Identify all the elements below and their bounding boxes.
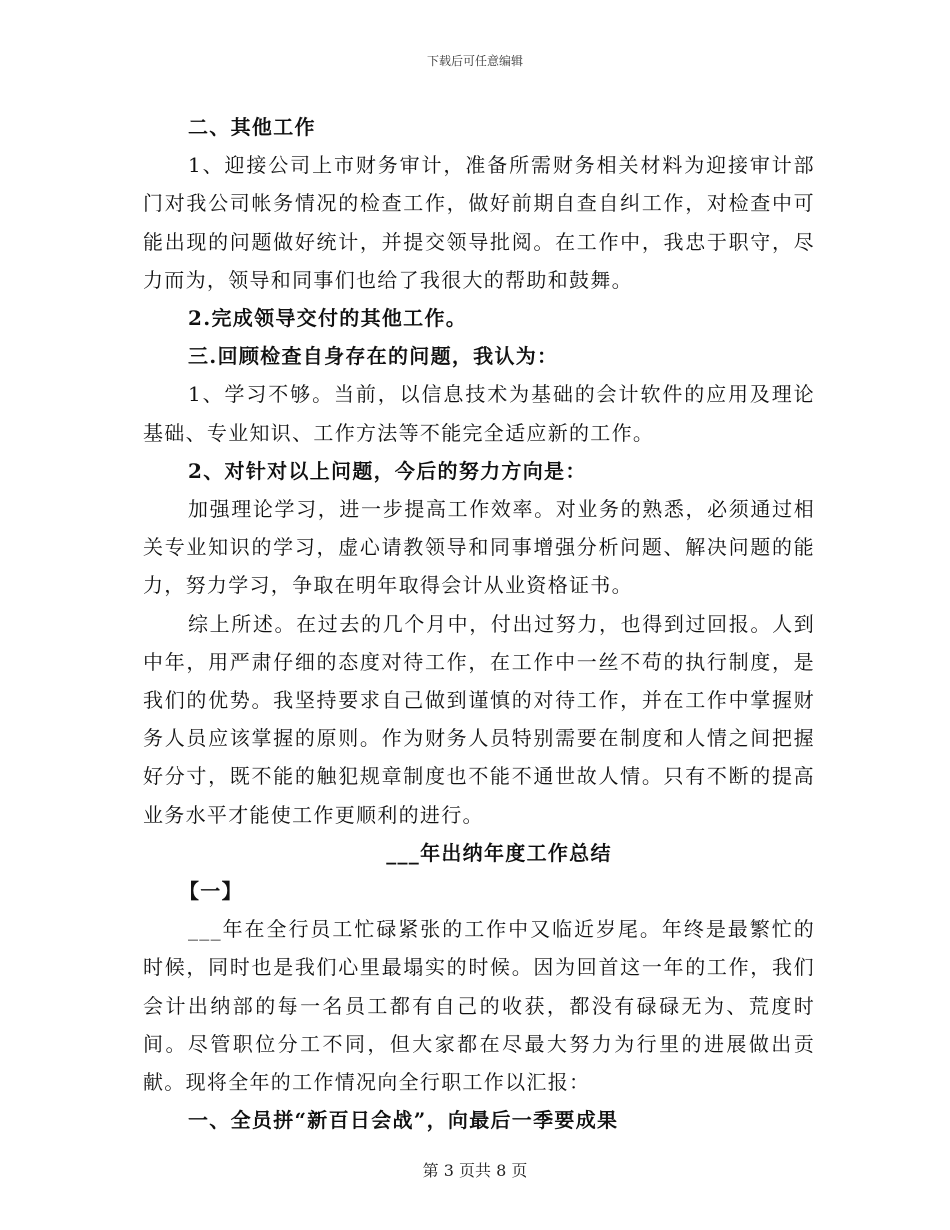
paragraph-summary: 综上所述。在过去的几个月中，付出过努力，也得到过回报。人到中年，用严肃仔细的态度对待工作，在工作中一丝不苟的执行制度，是我们的优势。我坚持要求自己做到谨慎的对待工作，并在工作中掌握财务人员应该掌握的原则。作为财务人员特别需要在制度和人情之间把握好分寸，既不能的触犯规章制度也不能不通世故人情。只有不断的提高业务水平才能使工作更顺利的进行。 — [143, 611, 815, 827]
paragraph-study: 1、学习不够。当前，以信息技术为基础的会计软件的应用及理论基础、专业知识、工作方法等不能完全适应新的工作。 — [143, 382, 815, 445]
section-marker: 【一】 — [179, 879, 243, 904]
heading-hundred-days: 一、全员拼“新百日会战”，向最后一季要成果 — [188, 1108, 619, 1133]
paragraph-year-end: ___年在全行员工忙碌紧张的工作中又临近岁尾。年终是最繁忙的时候，同时也是我们心里最塌实的时候。因为回首这一年的工作，我们会计出纳部的每一名员工都有自己的收获，都没有碌碌无为、荒度时间。尽管职位分工不同，但大家都在尽最大努力为行里的进展做出贡献。现将全年的工作情况向全行职工作以汇报： — [143, 917, 815, 1095]
heading-direction: 2、对针对以上问题，今后的努力方向是： — [188, 458, 587, 483]
page-footer: 第 3 页共 8 页 — [422, 1161, 528, 1180]
heading-leader-tasks: 2.完成领导交付的其他工作。 — [188, 306, 468, 331]
document-title: ___年出纳年度工作总结 — [386, 840, 612, 865]
heading-other-work: 二、其他工作 — [188, 115, 316, 139]
paragraph-theory: 加强理论学习，进一步提高工作效率。对业务的熟悉，必须通过相关专业知识的学习，虚心请教领导和同事增强分析问题、解决问题的能力，努力学习，争取在明年取得会计从业资格证书。 — [143, 497, 815, 598]
heading-review-problems: 三.回顾检查自身存在的问题，我认为： — [188, 344, 559, 369]
document-body — [143, 108, 815, 1139]
page-header: 下载后可任意编辑 — [426, 54, 523, 68]
paragraph-audit: 1、迎接公司上市财务审计，准备所需财务相关材料为迎接审计部门对我公司帐务情况的检查工作，做好前期自查自纠工作，对检查中可能出现的问题做好统计，并提交领导批阅。在工作中，我忠于职守，尽力而为，领导和同事们也给了我很大的帮助和鼓舞。 — [143, 153, 815, 292]
